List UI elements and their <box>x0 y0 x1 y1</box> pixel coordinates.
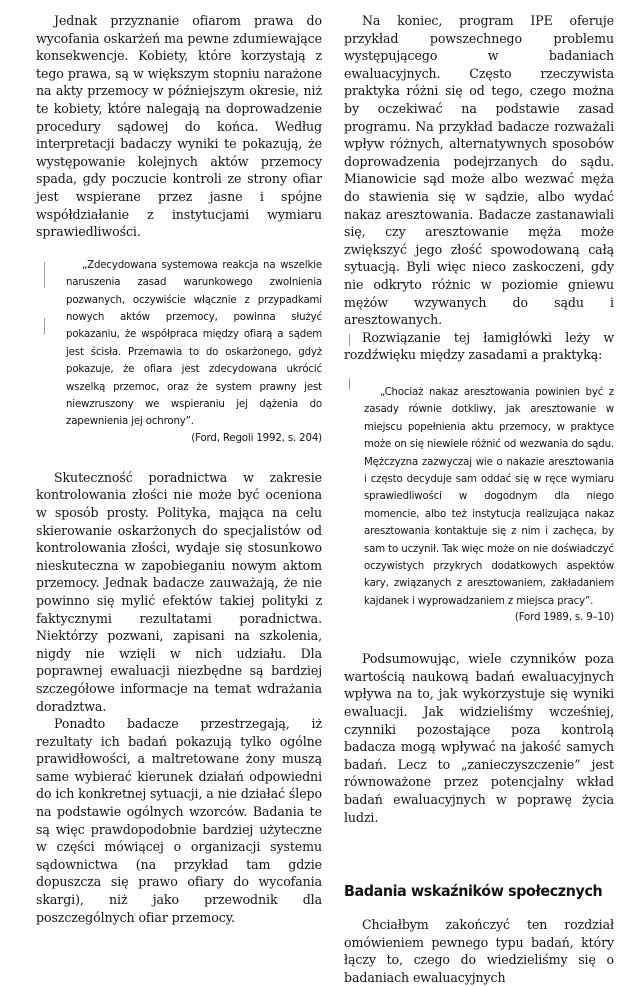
body-paragraph: Podsumowując, wiele czynników poza wartością naukową badań ewaluacyjnych wpływa na to, jak wykorzystuje się wyniki ewaluacji. Jak widzieliśmy wcześniej, czynniki pozostające poza kontrolą badacza mogą wpływać na jakość samych badań. Lecz to „zanieczyszczenie” jest równoważone przez potencjalny wkład badań ewaluacyjnych w poprawę życia ludzi. <box>344 651 614 825</box>
body-paragraph: Chciałbym zakończyć ten rozdział omówieniem pewnego typu badań, który łączy to, czego do wiedzieliśmy się o badaniach ewaluacyjnych <box>344 917 614 985</box>
right-column <box>344 12 614 986</box>
quote-citation: (Ford 1989, s. 9–10) <box>514 612 614 624</box>
block-quote <box>66 257 322 447</box>
body-paragraph: Ponadto badacze przestrzegają, iż rezultaty ich badań pokazują tylko ogólne prawidłowości, a maltretowane żony muszą same wybierać kierunek działań odpowiedni do ich konkretnej sytuacji, a nie działać ślepo na podstawie ogólnych wzorców. Badania te są więc prawdopodobnie bardziej użyteczne w części mówiącej o organizacji systemu sądownictwa (na przykład tam gdzie dopuszcza się prawo ofiary do wycofania skargi), niż jako przewodnik dla poszczególnych ofiar przemocy. <box>36 716 322 925</box>
left-column <box>36 12 322 926</box>
body-paragraph: Skuteczność poradnictwa w zakresie kontrolowania złości nie może być oceniona w sposób prosty. Polityka, mająca na celu skierowanie oskarżonych do specjalistów od kontrolowania złości, wydaje się stosunkowo nieskuteczna w zapobieganiu nowym aktom przemocy. Jednak badacze zauważają, że nie powinno się mylić efektów takiej polityki z faktycznymi rezultatami poradnictwa. Niektórzy pozwani, zapisani na szkolenia, nigdy nie wzięli w nich udziału. Dla poprawnej ewaluacji niezbędne są bardziej szczegółowe informacje na temat wdrażania doradztwa. <box>36 469 322 714</box>
section-heading: Badania wskaźników społecznych <box>344 882 603 901</box>
body-paragraph: Na koniec, program IPE oferuje przykład powszechnego problemu występującego w badaniach ewaluacyjnych. Często rzeczywista praktyka różni się od tego, czego można by oczekiwać na podstawie zasad programu. Na przykład badacze rozważali wpływ różnych, alternatywnych sposobów doprowadzenia podejrzanych do sądu. Mianowicie sąd może albo wezwać męża do stawienia się w sądzie, albo wydać nakaz aresztowania. Badacze zastanawiali się, czy aresztowanie męża może zwiększyć jego złość spowodowaną całą sytuacją. Byli więc nieco zaskoczeni, gdy nie odkryto różnic w poziomie gniewu mężów wzywanych do sądu i aresztowanych. <box>344 13 614 328</box>
quote-text: „Zdecydowana systemowa reakcja na wszelkie naruszenia zasad warunkowego zwolnienia pozwanych, oczywiście włącznie z przypadkami nowych aktów przemocy, powinna służyć pokazaniu, że współpraca między ofiarą a sądem jest ścisła. Przemawia to do oskarżonego, gdyż pokazuje, że ofiara jest zdecydowana ukrócić wszelką przemoc, oraz że system prawny jest niewzruszony we wspieraniu jej dążenia do zapewnienia jej ochrony”. <box>66 259 322 428</box>
quote-citation: (Ford, Regoli 1992, s. 204) <box>191 432 322 444</box>
body-paragraph: Rozwiązanie tej łamigłówki leży w rozdźwięku między zasadami a praktyką: <box>344 329 614 363</box>
block-quote <box>364 384 614 626</box>
quote-text: „Chociaż nakaz aresztowania powinien być z zasady równie dotkliwy, jak aresztowanie w miejscu popełnienia aktu przemocy, w praktyce może on się niewiele różnić od wezwania do sądu. Mężczyzna zazwyczaj wie o nakazie aresztowania i często decyduje sam oddać się w ręce wymiaru sprawiedliwości w dogodnym dla niego momencie, albo też instytucja realizująca nakaz aresztowania kontaktuje się z nim i zachęca, by sam to uczynił. Tak więc może on nie doświadczyć oczywistych przykrych dodatkowych aspektów kary, związanych z aresztowaniem, zakładaniem kajdanek i wyprowadzaniem z miejsca pracy”. <box>364 386 614 607</box>
body-paragraph: Jednak przyznanie ofiarom prawa do wycofania oskarżeń ma pewne zdumiewające konsekwencje. Kobiety, które korzystają z tego prawa, są w większym stopniu narażone na akty przemocy w późniejszym okresie, niż te kobiety, które nalegają na doprowadzenie procedury sądowej do końca. Według interpretacji badaczy wyniki te pokazują, że występowanie kolejnych aktów przemocy spada, gdy poczucie kontroli ze strony ofiar jest wspierane przez jasne i spójne współdziałanie z instytucjami wymiaru sprawiedliwości. <box>36 13 322 240</box>
